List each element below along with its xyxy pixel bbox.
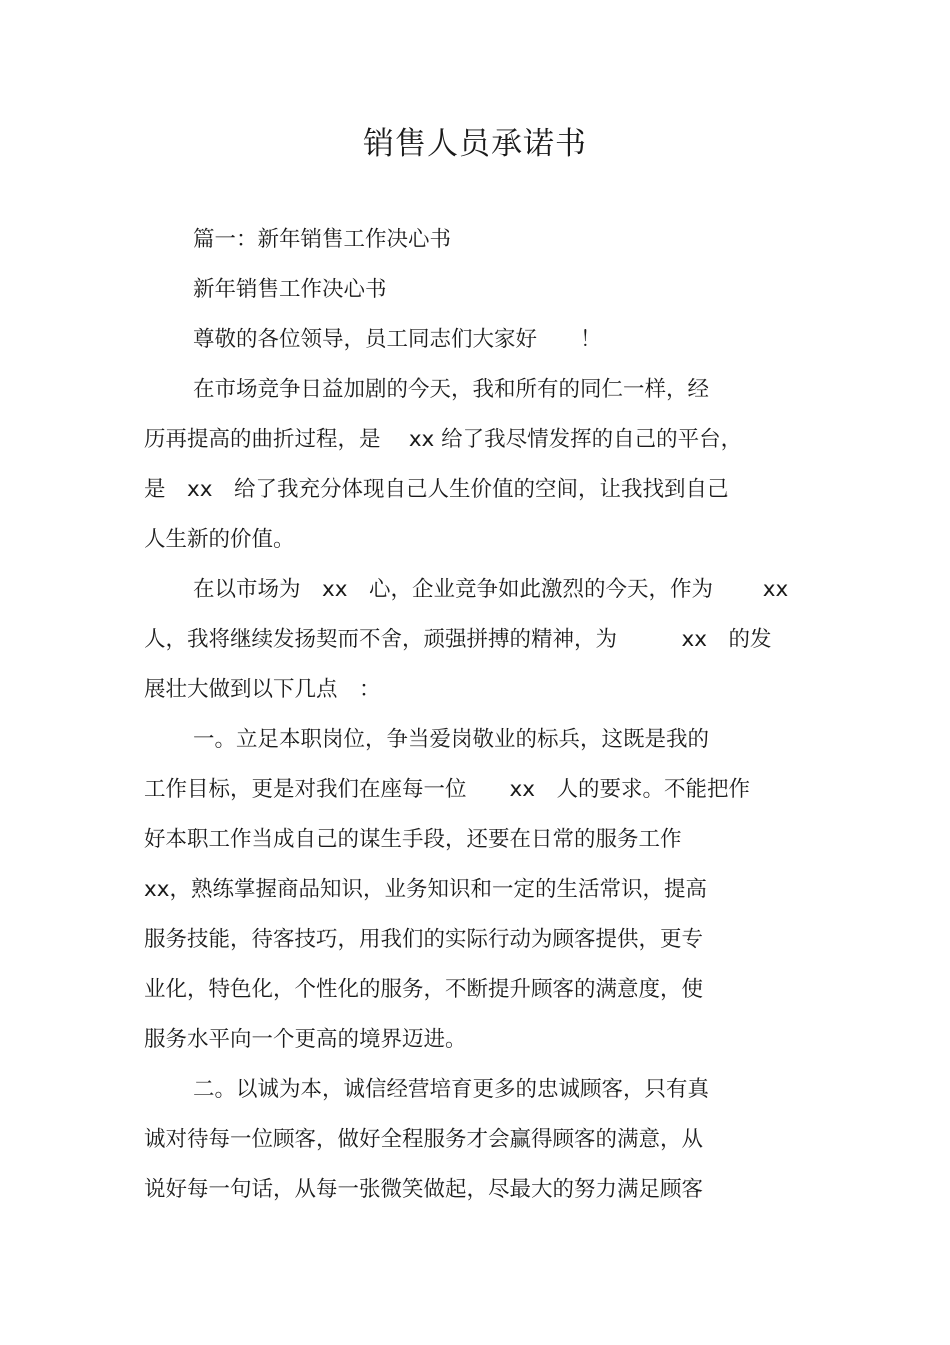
- text-line: 展壮大做到以下几点 ：: [144, 677, 381, 702]
- text-line: 尊敬的各位领导，员工同志们大家好 ！: [193, 327, 602, 352]
- text-line: 服务技能，待客技巧，用我们的实际行动为顾客提供，更专: [144, 927, 704, 952]
- text-line: 人，我将继续发扬契而不舍，顽强拼搏的精神，为 xx 的发: [144, 627, 772, 652]
- text-line: 二。以诚为本，诚信经营培育更多的忠诚顾客，只有真: [193, 1077, 710, 1102]
- text-line: 好本职工作当成自己的谋生手段，还要在日常的服务工作: [144, 827, 682, 852]
- text-line: 诚对待每一位顾客，做好全程服务才会赢得顾客的满意，从: [144, 1127, 704, 1152]
- text-line: 一。立足本职岗位，争当爱岗敬业的标兵，这既是我的: [193, 727, 710, 752]
- text-line: xx，熟练掌握商品知识，业务知识和一定的生活常识，提高: [144, 877, 707, 902]
- text-line: 在以市场为 xx 心，企业竞争如此激烈的今天，作为 xx: [193, 577, 789, 602]
- text-line: 业化，特色化，个性化的服务，不断提升顾客的满意度，使: [144, 977, 704, 1002]
- text-line: 工作目标，更是对我们在座每一位 xx 人的要求。不能把作: [144, 777, 750, 802]
- text-line: 历再提高的曲折过程，是 xx 给了我尽情发挥的自己的平台，: [144, 427, 743, 452]
- document-title: 销售人员承诺书: [363, 126, 587, 162]
- text-line: 人生新的价值。: [144, 527, 295, 552]
- text-line: 说好每一句话，从每一张微笑做起，尽最大的努力满足顾客: [144, 1177, 704, 1202]
- text-line: 服务水平向一个更高的境界迈进。: [144, 1027, 467, 1052]
- text-line: 新年销售工作决心书: [193, 277, 387, 302]
- text-line: 在市场竞争日益加剧的今天，我和所有的同仁一样，经: [193, 377, 710, 402]
- text-line: 篇一：新年销售工作决心书: [193, 227, 452, 252]
- text-line: 是 xx 给了我充分体现自己人生价值的空间，让我找到自己: [144, 477, 729, 502]
